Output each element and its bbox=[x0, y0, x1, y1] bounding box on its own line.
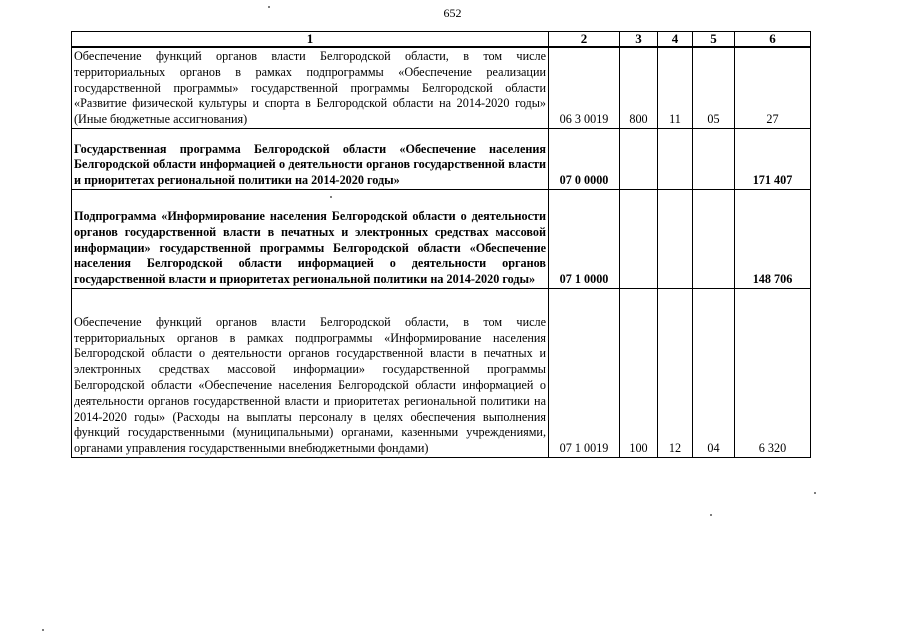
page-number: 652 bbox=[443, 6, 462, 20]
row-col5: 05 bbox=[693, 47, 735, 129]
row-col3: 100 bbox=[620, 289, 658, 458]
scan-speck bbox=[814, 492, 816, 494]
row-col4: 12 bbox=[658, 289, 693, 458]
row-description: Обеспечение функций органов власти Белгородской области, в том числе территориальных органов в рамках подпрограммы «Информирование населения Белгородской области о деятельности органов государственной власти в печатных и электронных средствах массовой информации» государственной программы Белгородской области «Обеспечение населения Белгородской области информацией о деятельности органов государственной власти и приоритетах региональной политики на 2014-2020 годы» (Расходы на выплаты персоналу в целях обеспечения выполнения функций государственными (муниципальными) органами, казенными учреждениями, органами управления государственными внебюджетными фондами) bbox=[72, 289, 549, 458]
row-col4: 11 bbox=[658, 47, 693, 129]
row-description: Государственная программа Белгородской области «Обеспечение населения Белгородской области информацией о деятельности органов государственной власти и приоритетах региональной политики на 2014-2020 годы» bbox=[72, 129, 549, 190]
row-amount: 171 407 bbox=[735, 129, 811, 190]
row-col5 bbox=[693, 129, 735, 190]
row-code: 07 1 0000 bbox=[549, 190, 620, 289]
column-header: 1 bbox=[72, 32, 549, 48]
column-header: 5 bbox=[693, 32, 735, 48]
table-header-row bbox=[72, 32, 811, 48]
row-col3 bbox=[620, 190, 658, 289]
column-header: 3 bbox=[620, 32, 658, 48]
table-row bbox=[72, 47, 811, 129]
scan-speck bbox=[710, 514, 712, 516]
row-code: 06 3 0019 bbox=[549, 47, 620, 129]
row-description: Обеспечение функций органов власти Белгородской области, в том числе территориальных органов в рамках подпрограммы «Обеспечение реализации государственной программы» государственной программы Белгородской области «Развитие физической культуры и спорта в Белгородской области на 2014-2020 годы» (Иные бюджетные ассигнования) bbox=[72, 47, 549, 129]
budget-table bbox=[71, 31, 811, 458]
row-amount: 148 706 bbox=[735, 190, 811, 289]
row-code: 07 0 0000 bbox=[549, 129, 620, 190]
table-row bbox=[72, 190, 811, 289]
scan-speck bbox=[330, 196, 332, 198]
column-header: 2 bbox=[549, 32, 620, 48]
row-col5: 04 bbox=[693, 289, 735, 458]
row-col5 bbox=[693, 190, 735, 289]
row-description: Подпрограмма «Информирование населения Белгородской области о деятельности органов государственной власти в печатных и электронных средствах массовой информации» государственной программы Белгородской области «Обеспечение населения Белгородской области информацией о деятельности органов государственной власти и приоритетах региональной политики на 2014-2020 годы» bbox=[72, 190, 549, 289]
row-col3 bbox=[620, 129, 658, 190]
column-header: 4 bbox=[658, 32, 693, 48]
column-header: 6 bbox=[735, 32, 811, 48]
row-amount: 6 320 bbox=[735, 289, 811, 458]
row-col4 bbox=[658, 190, 693, 289]
scan-speck bbox=[42, 629, 44, 631]
row-col3: 800 bbox=[620, 47, 658, 129]
row-col4 bbox=[658, 129, 693, 190]
scan-speck bbox=[268, 6, 270, 8]
table-row bbox=[72, 129, 811, 190]
table-row bbox=[72, 289, 811, 458]
row-code: 07 1 0019 bbox=[549, 289, 620, 458]
row-amount: 27 bbox=[735, 47, 811, 129]
